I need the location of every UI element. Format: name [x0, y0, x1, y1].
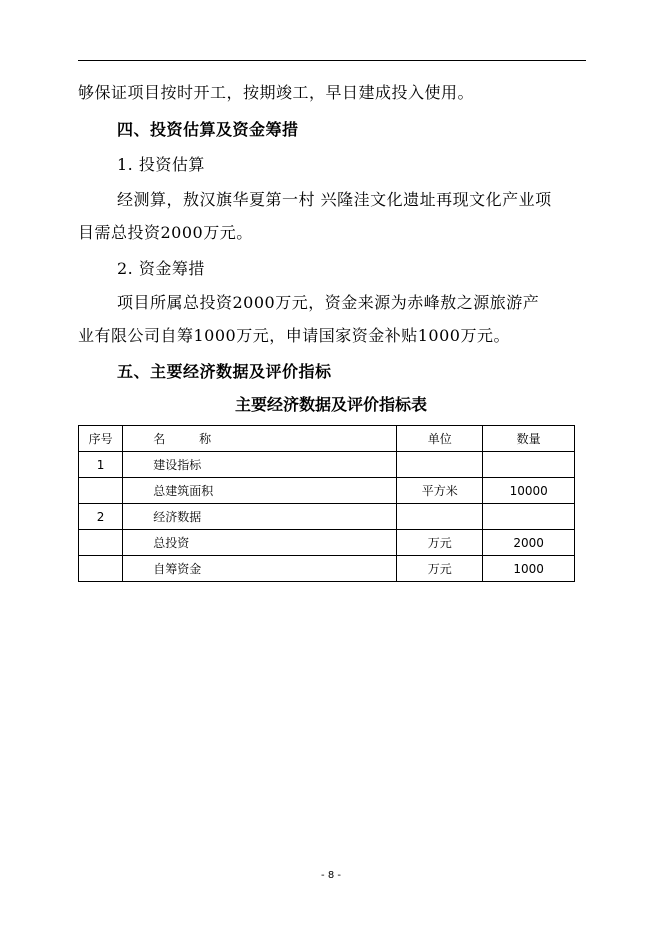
cell-name: 经济数据 [123, 504, 397, 530]
table-row [79, 478, 575, 504]
table-header-row [79, 426, 575, 452]
cell-unit: 万元 [397, 530, 483, 556]
section-heading-5: 五、主要经济数据及评价指标 [117, 362, 332, 381]
cell-no: 2 [79, 504, 123, 530]
cell-qty [483, 504, 575, 530]
economic-data-table [78, 425, 575, 582]
cell-no: 1 [79, 452, 123, 478]
cell-unit [397, 452, 483, 478]
cell-unit [397, 504, 483, 530]
cell-no [79, 530, 123, 556]
cell-qty: 1000 [483, 556, 575, 582]
cell-name: 总投资 [123, 530, 397, 556]
paragraph-line: 目需总投资2000万元。 [78, 223, 253, 242]
header-qty: 数量 [483, 426, 575, 452]
header-name: 名 称 [123, 426, 397, 452]
table-row [79, 556, 575, 582]
section-heading-4: 四、投资估算及资金筹措 [117, 120, 299, 139]
cell-name: 总建筑面积 [123, 478, 397, 504]
header-unit: 单位 [397, 426, 483, 452]
cell-qty: 10000 [483, 478, 575, 504]
cell-name: 自筹资金 [123, 556, 397, 582]
page-number: - 8 - [321, 870, 341, 881]
table-row [79, 452, 575, 478]
cell-unit: 万元 [397, 556, 483, 582]
subsection-heading-1: 1. 投资估算 [117, 155, 205, 174]
cell-qty [483, 452, 575, 478]
table-title: 主要经济数据及评价指标表 [234, 395, 427, 414]
table-row [79, 504, 575, 530]
cell-no [79, 478, 123, 504]
cell-qty: 2000 [483, 530, 575, 556]
table-row [79, 530, 575, 556]
paragraph-line: 经测算，敖汉旗华夏第一村 兴隆洼文化遗址再现文化产业项 [117, 190, 552, 209]
header-rule [78, 60, 586, 61]
paragraph-line: 够保证项目按时开工，按期竣工，早日建成投入使用。 [78, 83, 475, 102]
header-no: 序号 [79, 426, 123, 452]
cell-unit: 平方米 [397, 478, 483, 504]
cell-no [79, 556, 123, 582]
cell-name: 建设指标 [123, 452, 397, 478]
subsection-heading-2: 2. 资金筹措 [117, 259, 205, 278]
paragraph-line: 业有限公司自筹1000万元，申请国家资金补贴1000万元。 [78, 326, 510, 345]
paragraph-line: 项目所属总投资2000万元，资金来源为赤峰敖之源旅游产 [117, 293, 540, 312]
